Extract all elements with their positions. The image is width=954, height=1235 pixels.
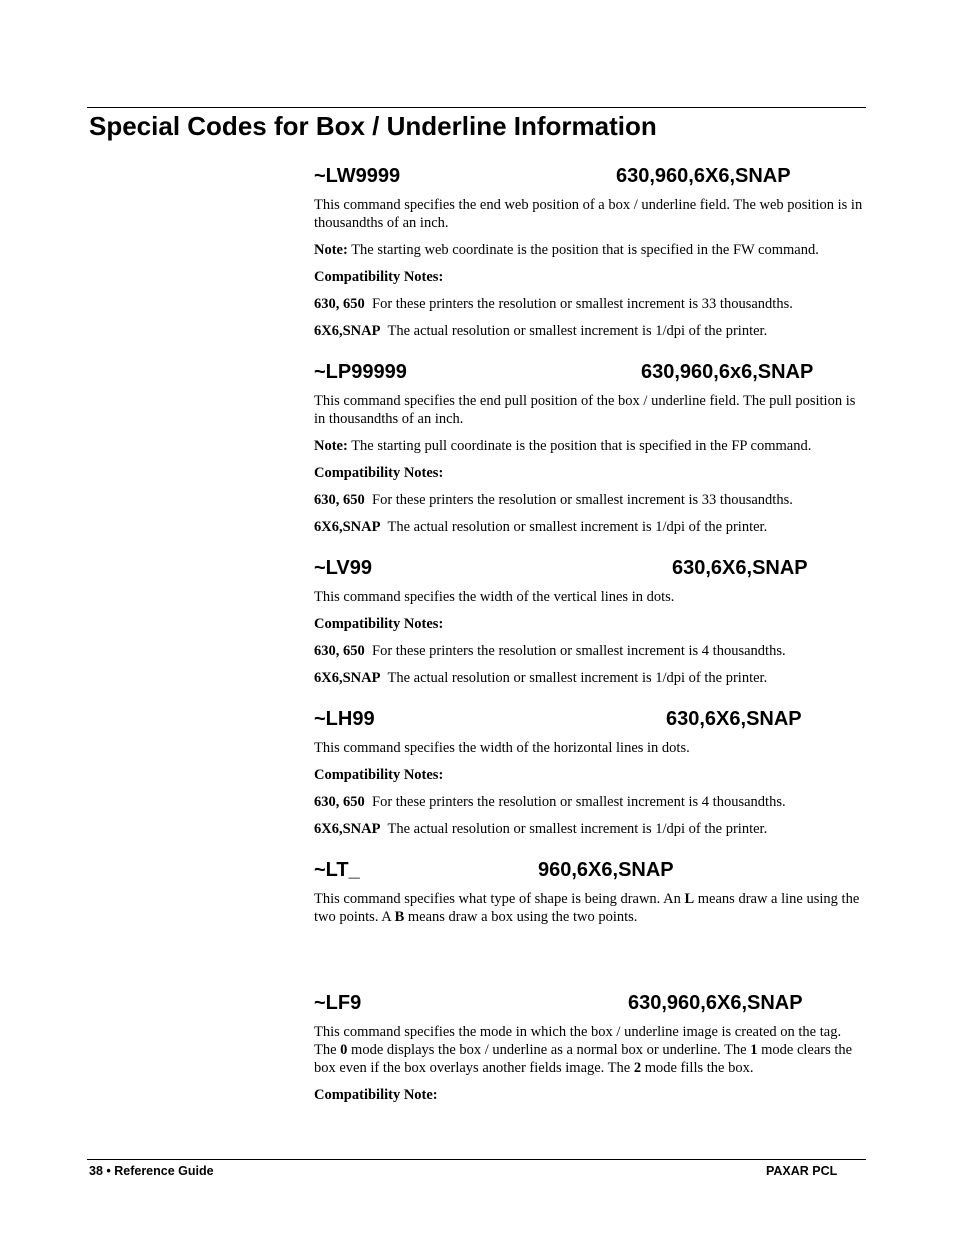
compat-text: The actual resolution or smallest increment is 1/dpi of the printer. xyxy=(387,323,768,339)
command-heading xyxy=(314,555,864,581)
command-heading xyxy=(314,857,864,883)
compat-snap-paragraph xyxy=(314,669,864,687)
note-paragraph xyxy=(314,437,864,455)
compatibility-heading: Compatibility Notes: xyxy=(314,465,444,481)
command-code: ~LW9999 xyxy=(314,165,401,187)
compat-630-paragraph xyxy=(314,295,864,313)
compat-630-paragraph xyxy=(314,642,864,660)
command-code: ~LV99 xyxy=(314,557,372,579)
compat-text: The actual resolution or smallest increment is 1/dpi of the printer. xyxy=(387,519,768,535)
compat-text: For these printers the resolution or smallest increment is 33 thousandths. xyxy=(372,296,793,312)
command-heading xyxy=(314,359,864,385)
note-label: Note: xyxy=(314,242,348,258)
page-title: Special Codes for Box / Underline Information xyxy=(89,111,657,141)
printer-models: 630,960,6X6,SNAP xyxy=(628,992,803,1014)
command-description: This command specifies the end web position of a box / underline field. The web position is in thousandths of an inch. xyxy=(314,197,863,231)
section-lw xyxy=(314,163,864,340)
printer-models: 630,960,6X6,SNAP xyxy=(616,165,791,187)
printer-label: 6X6,SNAP xyxy=(314,519,381,535)
command-description: This command specifies what type of shape is being drawn. An L means draw a line using the two points. A B means draw a box using the two points. xyxy=(314,891,860,925)
footer-page-label: 38 • Reference Guide xyxy=(89,1164,214,1178)
command-heading xyxy=(314,163,864,189)
section-lv xyxy=(314,555,864,687)
printer-label: 6X6,SNAP xyxy=(314,323,381,339)
command-description: This command specifies the mode in which the box / underline image is created on the tag. The 0 mode displays the box / underline as a normal box or underline. The 1 mode clears the box even if the box overlays another fields image. The 2 mode fills the box. xyxy=(314,1024,853,1076)
compatibility-heading: Compatibility Notes: xyxy=(314,767,444,783)
compatibility-heading: Compatibility Notes: xyxy=(314,269,444,285)
command-code: ~LF9 xyxy=(314,992,362,1014)
footer-product-name: PAXAR PCL xyxy=(766,1164,838,1178)
command-heading xyxy=(314,990,864,1016)
section-lf xyxy=(314,990,864,1104)
footer-rule xyxy=(87,1159,866,1160)
compatibility-heading: Compatibility Notes: xyxy=(314,616,444,632)
command-code: ~LH99 xyxy=(314,708,375,730)
note-paragraph xyxy=(314,241,864,259)
compat-text: For these printers the resolution or smallest increment is 33 thousandths. xyxy=(372,492,793,508)
printer-models: 630,960,6x6,SNAP xyxy=(641,361,814,383)
command-description: This command specifies the end pull position of the box / underline field. The pull position is in thousandths of an inch. xyxy=(314,393,856,427)
printer-models: 630,6X6,SNAP xyxy=(666,708,802,730)
printer-label: 630, 650 xyxy=(314,296,365,312)
compat-text: The actual resolution or smallest increment is 1/dpi of the printer. xyxy=(387,670,768,686)
compat-snap-paragraph xyxy=(314,820,864,838)
compat-text: For these printers the resolution or smallest increment is 4 thousandths. xyxy=(372,643,786,659)
compatibility-heading: Compatibility Note: xyxy=(314,1087,438,1103)
section-lh xyxy=(314,706,864,838)
command-code: ~LT_ xyxy=(314,859,360,881)
section-lp xyxy=(314,359,864,536)
note-label: Note: xyxy=(314,438,348,454)
command-heading xyxy=(314,706,864,732)
compat-630-paragraph xyxy=(314,793,864,811)
printer-label: 6X6,SNAP xyxy=(314,670,381,686)
section-lt xyxy=(314,857,864,926)
compat-snap-paragraph xyxy=(314,518,864,536)
note-text: The starting pull coordinate is the position that is specified in the FP command. xyxy=(351,438,812,454)
printer-models: 960,6X6,SNAP xyxy=(538,859,674,881)
compat-text: The actual resolution or smallest increment is 1/dpi of the printer. xyxy=(387,821,768,837)
printer-label: 630, 650 xyxy=(314,794,365,810)
printer-label: 6X6,SNAP xyxy=(314,821,381,837)
compat-text: For these printers the resolution or smallest increment is 4 thousandths. xyxy=(372,794,786,810)
command-description: This command specifies the width of the vertical lines in dots. xyxy=(314,589,675,605)
printer-label: 630, 650 xyxy=(314,492,365,508)
command-description: This command specifies the width of the horizontal lines in dots. xyxy=(314,740,690,756)
compat-snap-paragraph xyxy=(314,322,864,340)
printer-models: 630,6X6,SNAP xyxy=(672,557,808,579)
compat-630-paragraph xyxy=(314,491,864,509)
command-code: ~LP99999 xyxy=(314,361,407,383)
printer-label: 630, 650 xyxy=(314,643,365,659)
note-text: The starting web coordinate is the position that is specified in the FW command. xyxy=(351,242,819,258)
